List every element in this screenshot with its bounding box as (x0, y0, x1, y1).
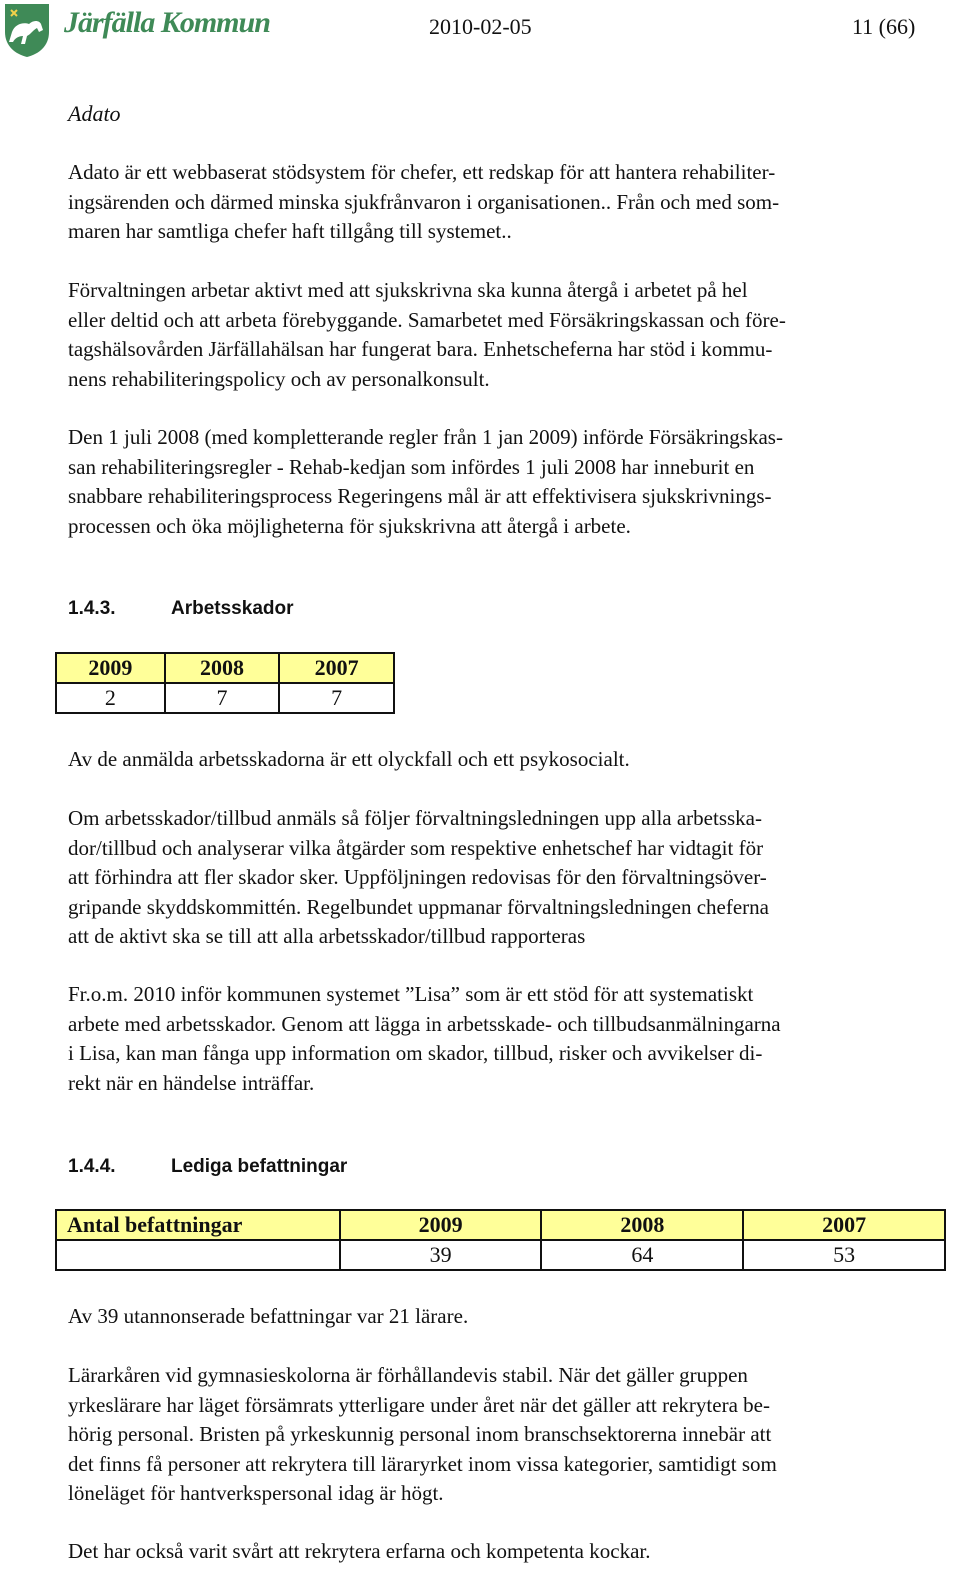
table-header-cell: 2007 (743, 1210, 945, 1240)
text-line: Av 39 utannonserade befattningar var 21 lärare. (68, 1304, 469, 1328)
paragraph-chefs (68, 1537, 940, 1567)
table-cell: 7 (165, 683, 280, 713)
text-line: ingsärenden och därmed minska sjukfrånvaron i organisationen.. Från och med som- (68, 189, 780, 214)
section-heading-arbetsskador: Arbetsskador (171, 598, 294, 619)
table-header-cell: 2009 (56, 653, 165, 683)
paragraph-rehab-kedjan (68, 423, 940, 541)
text-line: Om arbetsskador/tillbud anmäls så följer förvaltningsledningen upp alla arbetsska- (68, 806, 762, 830)
text-line: arbete med arbetsskador. Genom att lägga in arbetsskade- och tillbudsanmälningarna (68, 1011, 781, 1036)
table-lediga-befattningar (55, 1209, 946, 1271)
table-cell: 7 (279, 683, 394, 713)
table-header-cell: Antal befattningar (56, 1210, 340, 1240)
text-line: yrkeslärare har läget försämrats ytterligare under året när det gäller att rekrytera be- (68, 1392, 770, 1417)
text-line: Förvaltningen arbetar aktivt med att sjukskrivna ska kunna återgå i arbetet på hel (68, 278, 748, 302)
paragraph-rehabilitation (68, 276, 940, 394)
table-cell: 39 (340, 1240, 542, 1270)
table-header-row (56, 1210, 945, 1240)
text-line: processen och öka möjligheterna för sjukskrivna att återgå i arbete. (68, 513, 631, 538)
text-line: löneläget för hantverkspersonal idag är högt. (68, 1481, 444, 1505)
text-line: san rehabiliteringsregler - Rehab-kedjan som infördes 1 juli 2008 har inneburit en (68, 454, 755, 479)
text-line: rekt när en händelse inträffar. (68, 1070, 315, 1095)
section-number-144: 1.4.4. (68, 1156, 116, 1177)
paragraph-teacher-staff (68, 1361, 940, 1509)
paragraph-adato-intro (68, 158, 940, 247)
table-header-row (56, 653, 394, 683)
table-row (56, 683, 394, 713)
text-line: Lärarkåren vid gymnasieskolorna är förhållandevis stabil. När det gäller gruppen (68, 1363, 748, 1387)
text-line: att de aktivt ska se till att alla arbetsskador/tillbud rapporteras (68, 924, 586, 948)
table-header-cell: 2008 (541, 1210, 743, 1240)
table-cell: 53 (743, 1240, 945, 1270)
coat-of-arms-logo (3, 2, 51, 58)
table-header-cell: 2009 (340, 1210, 542, 1240)
text-line: nens rehabiliteringspolicy och av personalkonsult. (68, 366, 490, 391)
text-line: Den 1 juli 2008 (med kompletterande regler från 1 jan 2009) införde Försäkringskas- (68, 425, 783, 449)
municipality-logo-text: Järfälla Kommun (64, 6, 270, 39)
text-line: hörig personal. Bristen på yrkeskunnig personal inom branschsektorerna innebär att (68, 1422, 772, 1446)
document-date: 2010-02-05 (429, 14, 532, 39)
table-arbetsskador (55, 652, 395, 714)
text-line: Fr.o.m. 2010 inför kommunen systemet ”Lisa” som är ett stöd för att systematiskt (68, 982, 754, 1006)
paragraph-advertised-positions (68, 1302, 940, 1332)
text-line: eller deltid och att arbeta förebyggande. Samarbetet med Försäkringskassan och före- (68, 307, 786, 332)
text-line: dor/tillbud och analyserar vilka åtgärder som respektive enhetschef har vidtagit för (68, 835, 764, 860)
table-header-cell: 2008 (165, 653, 280, 683)
text-line: Det har också varit svårt att rekrytera erfarna och kompetenta kockar. (68, 1539, 651, 1563)
section-number-143: 1.4.3. (68, 598, 116, 619)
section-heading-lediga-befattningar: Lediga befattningar (171, 1156, 348, 1177)
text-line: maren har samtliga chefer haft tillgång till systemet.. (68, 219, 512, 243)
text-line: att förhindra att fler skador sker. Uppföljningen redovisas för den förvaltningsöver- (68, 865, 767, 889)
table-cell: 64 (541, 1240, 743, 1270)
table-cell: 2 (56, 683, 165, 713)
text-line: snabbare rehabiliteringsprocess Regeringens mål är att effektivisera sjukskrivnings- (68, 484, 772, 508)
page-number: 11 (66) (852, 14, 916, 39)
text-line: Adato är ett webbaserat stödsystem för chefer, ett redskap för att hantera rehabiliter- (68, 160, 776, 184)
paragraph-reported-injuries (68, 745, 940, 775)
paragraph-lisa-system (68, 980, 940, 1098)
text-line: i Lisa, kan man fånga upp information om skador, tillbud, risker och avvikelser di- (68, 1041, 763, 1065)
text-line: det finns få personer att rekrytera till läraryrket inom vissa kategorier, samtidigt som (68, 1451, 777, 1476)
text-line: gripande skyddskommittén. Regelbundet uppmanar förvaltningsledningen cheferna (68, 894, 769, 919)
paragraph-followup (68, 804, 940, 952)
table-header-cell: 2007 (279, 653, 394, 683)
text-line: tagshälsovården Järfällahälsan har fungerat bara. Enhetscheferna har stöd i kommu- (68, 337, 773, 361)
table-cell (56, 1240, 340, 1270)
section-title-adato: Adato (68, 101, 121, 126)
table-row (56, 1240, 945, 1270)
text-line: Av de anmälda arbetsskadorna är ett olyckfall och ett psykosocialt. (68, 747, 630, 771)
